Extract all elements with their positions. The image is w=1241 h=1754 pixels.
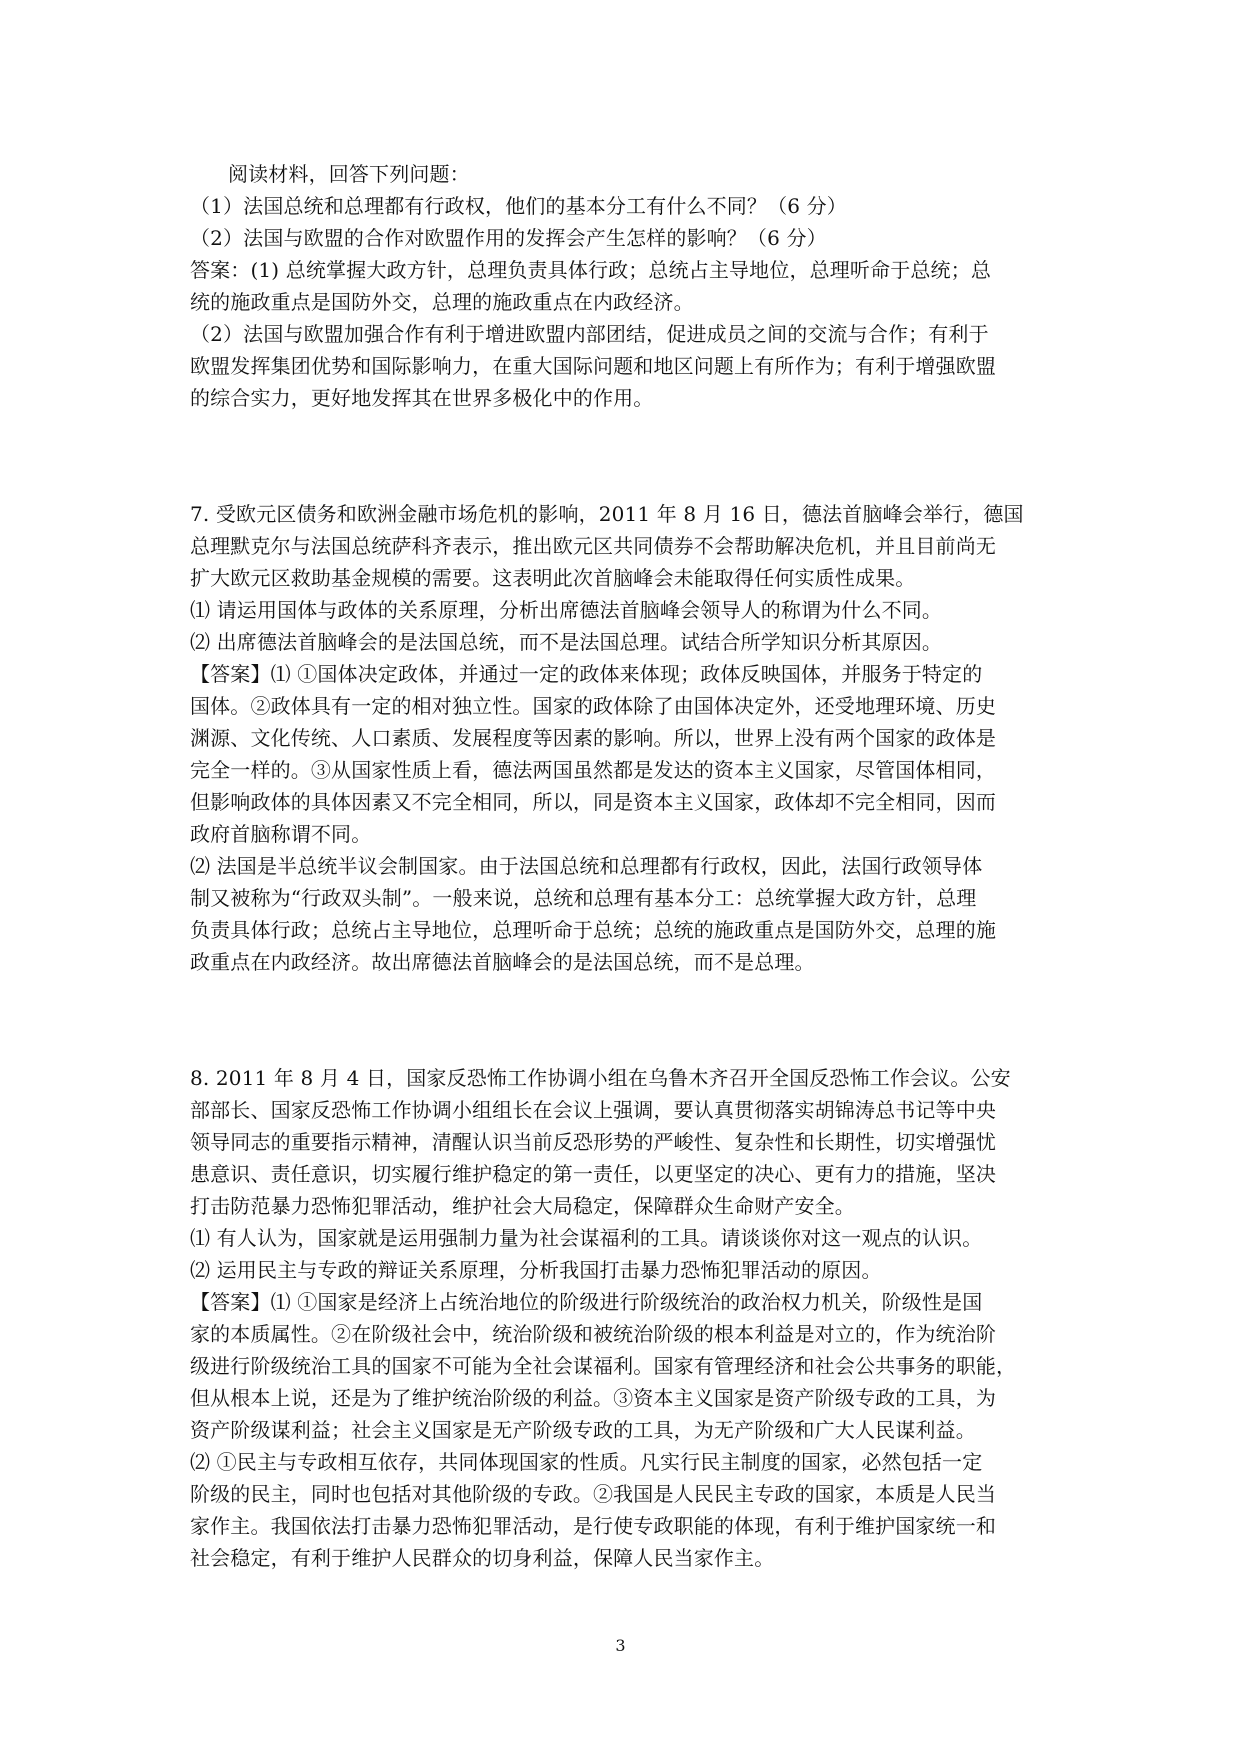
section-7-line: ⑵ 出席德法首脑峰会的是法国总统，而不是法国总理。试结合所学知识分析其原因。 — [190, 630, 943, 654]
section-8-line: 家作主。我国依法打击暴力恐怖犯罪活动，是行使专政职能的体现，有利于维护国家统一和 — [190, 1514, 996, 1538]
section-6-intro: 阅读材料，回答下列问题： — [228, 162, 470, 186]
section-7-line: 制又被称为“行政双头制”。一般来说，总统和总理有基本分工：总统掌握大政方针，总理 — [190, 886, 977, 910]
section-6-answer-line: 答案：(1) 总统掌握大政方针，总理负责具体行政；总统占主导地位，总理听命于总统；总 — [190, 258, 991, 282]
section-6-answer-line: 的综合实力，更好地发挥其在世界多极化中的作用。 — [190, 386, 654, 410]
section-7-line: 扩大欧元区救助基金规模的需要。这表明此次首脑峰会未能取得任何实质性成果。 — [190, 566, 916, 590]
section-8-line: ⑵ 运用民主与专政的辩证关系原理，分析我国打击暴力恐怖犯罪活动的原因。 — [190, 1258, 882, 1282]
section-7-line: 政重点在内政经济。故出席德法首脑峰会的是法国总统，而不是总理。 — [190, 950, 815, 974]
section-7-line: 总理默克尔与法国总统萨科齐表示，推出欧元区共同债券不会帮助解决危机，并且目前尚无 — [190, 534, 996, 558]
section-8-line: 但从根本上说，还是为了维护统治阶级的利益。③资本主义国家是资产阶级专政的工具，为 — [190, 1386, 996, 1410]
section-7-line: ⑴ 请运用国体与政体的关系原理，分析出席德法首脑峰会领导人的称谓为什么不同。 — [190, 598, 943, 622]
section-8-line: 领导同志的重要指示精神，清醒认识当前反恐形势的严峻性、复杂性和长期性，切实增强忧 — [190, 1130, 996, 1154]
section-8-line: ⑵ ①民主与专政相互依存，共同体现国家的性质。凡实行民主制度的国家，必然包括一定 — [190, 1450, 983, 1474]
section-8-line: 部部长、国家反恐怖工作协调小组组长在会议上强调，要认真贯彻落实胡锦涛总书记等中央 — [190, 1098, 996, 1122]
page-content — [190, 158, 1048, 1574]
page-number: 3 — [615, 1636, 626, 1655]
section-6-question-1: （1）法国总统和总理都有行政权，他们的基本分工有什么不同？（6 分） — [190, 194, 847, 218]
section-gap — [190, 414, 1048, 498]
section-6-answer-line: 统的施政重点是国防外交，总理的施政重点在内政经济。 — [190, 290, 694, 314]
section-8-line: 【答案】⑴ ①国家是经济上占统治地位的阶级进行阶级统治的政治权力机关，阶级性是国 — [190, 1290, 983, 1314]
section-8-line: 级进行阶级统治工具的国家不可能为全社会谋福利。国家有管理经济和社会公共事务的职能， — [190, 1354, 1017, 1378]
section-7-line: ⑵ 法国是半总统半议会制国家。由于法国总统和总理都有行政权，因此，法国行政领导体 — [190, 854, 983, 878]
section-6-answer-line: （2）法国与欧盟加强合作有利于增进欧盟内部团结，促进成员之间的交流与合作；有利于 — [190, 322, 989, 346]
section-gap — [190, 978, 1048, 1062]
section-8-line: ⑴ 有人认为，国家就是运用强制力量为社会谋福利的工具。请谈谈你对这一观点的认识。 — [190, 1226, 983, 1250]
section-7-line: 国体。②政体具有一定的相对独立性。国家的政体除了由国体决定外，还受地理环境、历史 — [190, 694, 996, 718]
section-7-line: 负责具体行政；总统占主导地位，总理听命于总统；总统的施政重点是国防外交，总理的施 — [190, 918, 996, 942]
section-8-line: 社会稳定，有利于维护人民群众的切身利益，保障人民当家作主。 — [190, 1546, 775, 1570]
section-7-line: 政府首脑称谓不同。 — [190, 822, 372, 846]
section-6-question-2: （2）法国与欧盟的合作对欧盟作用的发挥会产生怎样的影响？（6 分） — [190, 226, 827, 250]
section-8-line: 8. 2011 年 8 月 4 日，国家反恐怖工作协调小组在乌鲁木齐召开全国反恐怖工作会议。公安 — [190, 1066, 1011, 1090]
section-7-line: 完全一样的。③从国家性质上看，德法两国虽然都是发达的资本主义国家，尽管国体相同， — [190, 758, 996, 782]
section-8-line: 阶级的民主，同时也包括对其他阶级的专政。②我国是人民民主专政的国家，本质是人民当 — [190, 1482, 996, 1506]
section-8-line: 资产阶级谋利益；社会主义国家是无产阶级专政的工具，为无产阶级和广大人民谋利益。 — [190, 1418, 976, 1442]
section-7-line: 【答案】⑴ ①国体决定政体，并通过一定的政体来体现；政体反映国体，并服务于特定的 — [190, 662, 983, 686]
section-7-line: 渊源、文化传统、人口素质、发展程度等因素的影响。所以，世界上没有两个国家的政体是 — [190, 726, 996, 750]
section-8-line: 打击防范暴力恐怖犯罪活动，维护社会大局稳定，保障群众生命财产安全。 — [190, 1194, 855, 1218]
section-7-line: 7. 受欧元区债务和欧洲金融市场危机的影响，2011 年 8 月 16 日，德法首脑峰会举行，德国 — [190, 502, 1024, 526]
section-8-line: 家的本质属性。②在阶级社会中，统治阶级和被统治阶级的根本利益是对立的，作为统治阶 — [190, 1322, 996, 1346]
section-8-line: 患意识、责任意识，切实履行维护稳定的第一责任，以更坚定的决心、更有力的措施，坚决 — [190, 1162, 996, 1186]
section-6-answer-line: 欧盟发挥集团优势和国际影响力，在重大国际问题和地区问题上有所作为；有利于增强欧盟 — [190, 354, 996, 378]
section-7-line: 但影响政体的具体因素又不完全相同，所以，同是资本主义国家，政体却不完全相同，因而 — [190, 790, 996, 814]
